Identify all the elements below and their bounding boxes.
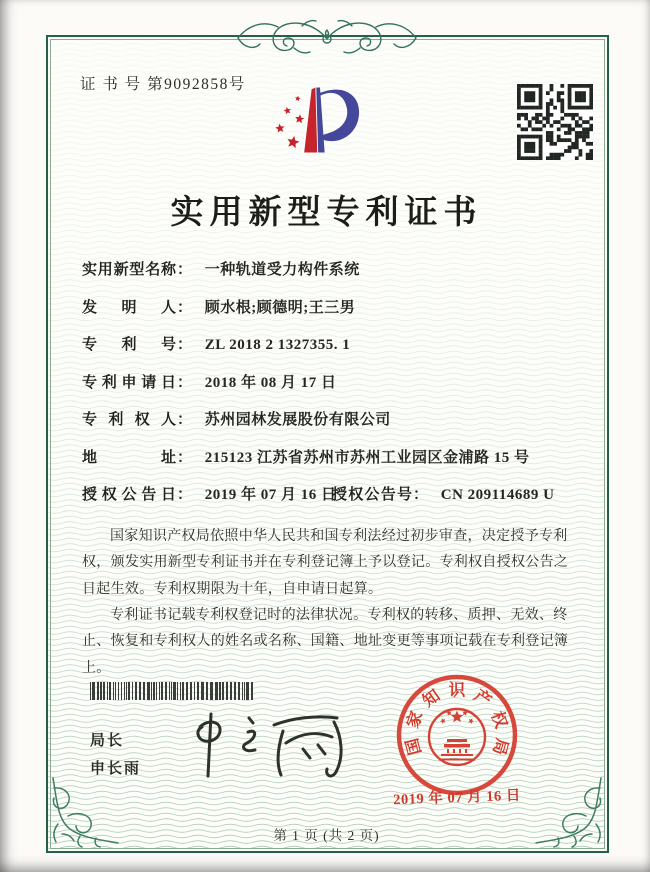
- field-label: 发明人: [82, 300, 176, 316]
- colon: ：: [177, 375, 193, 391]
- svg-text:产: 产: [470, 685, 496, 711]
- barcode: [90, 682, 255, 700]
- qr-code: [517, 84, 593, 160]
- certificate-number: 证 书 号 第9092858号: [80, 76, 246, 93]
- colon: ：: [177, 262, 193, 278]
- field-row-grant: [82, 483, 555, 504]
- signer-name: 申长雨: [90, 761, 142, 777]
- seal-date: 2019 年 07 月 16 日: [392, 787, 522, 809]
- colon: ：: [177, 412, 193, 428]
- page-footer: 第 1 页 (共 2 页): [273, 828, 380, 843]
- cnipa-logo-icon: [250, 80, 390, 173]
- field-value: CN 209114689 U: [440, 487, 555, 503]
- signer-title: 局长: [90, 733, 125, 749]
- field-label: 地址: [82, 450, 176, 466]
- field-label: 专利号: [82, 337, 176, 353]
- field-label: 专利权人: [82, 412, 176, 428]
- svg-text:权: 权: [487, 708, 512, 731]
- colon: ：: [177, 487, 193, 503]
- signature-handwriting: [186, 702, 356, 797]
- field-value: 2018 年 08 月 17 日: [204, 375, 337, 391]
- field-pair-grant-number: [332, 483, 554, 504]
- svg-text:识: 识: [448, 680, 466, 700]
- field-value: 215123 江苏省苏州市苏州工业园区金浦路 15 号: [204, 450, 530, 466]
- field-row-patentee: [82, 408, 391, 429]
- field-value: 一种轨道受力构件系统: [204, 262, 360, 278]
- paragraph-2: 专利证书记载专利权登记时的法律状况。专利权的转移、质押、无效、终止、恢复和专利权人的姓名或名称、国籍、地址变更等事项记载在专利登记簿上。: [82, 607, 569, 676]
- field-row-utility-name: [82, 258, 360, 279]
- field-label: 授权公告日: [82, 487, 176, 503]
- certificate-title: 实用新型专利证书: [170, 195, 483, 231]
- field-row-patent-number: [82, 333, 350, 354]
- paragraph-1: 国家知识产权局依照中华人民共和国专利法经过初步审查，决定授予专利权，颁发实用新型专利证书并在专利登记簿上予以登记。专利权自授权公告之日起生效。专利权期限为十年，自申请日起算。: [82, 529, 569, 597]
- field-row-filing-date: [82, 371, 337, 392]
- svg-text:国: 国: [402, 736, 425, 758]
- svg-text:家: 家: [402, 708, 427, 731]
- field-row-address: [82, 446, 530, 467]
- national-emblem-icon: [429, 709, 485, 765]
- legal-text: [82, 524, 578, 682]
- colon: ：: [177, 450, 193, 466]
- field-value: ZL 2018 2 1327355. 1: [204, 337, 351, 353]
- field-value: 2019 年 07 月 16 日: [204, 487, 337, 503]
- field-label: 专利申请日: [82, 375, 176, 391]
- field-label: 授权公告号: [332, 487, 412, 503]
- colon: ：: [413, 487, 429, 503]
- svg-text:知: 知: [418, 685, 444, 711]
- colon: ：: [177, 337, 193, 353]
- colon: ：: [177, 300, 193, 316]
- field-row-inventors: [82, 296, 355, 317]
- official-seal: [391, 671, 523, 803]
- field-label: 实用新型名称: [82, 262, 176, 278]
- svg-text:局: 局: [489, 736, 512, 758]
- field-value: 苏州园林发展股份有限公司: [204, 412, 391, 428]
- field-value: 顾水根;顾德明;王三男: [204, 300, 356, 316]
